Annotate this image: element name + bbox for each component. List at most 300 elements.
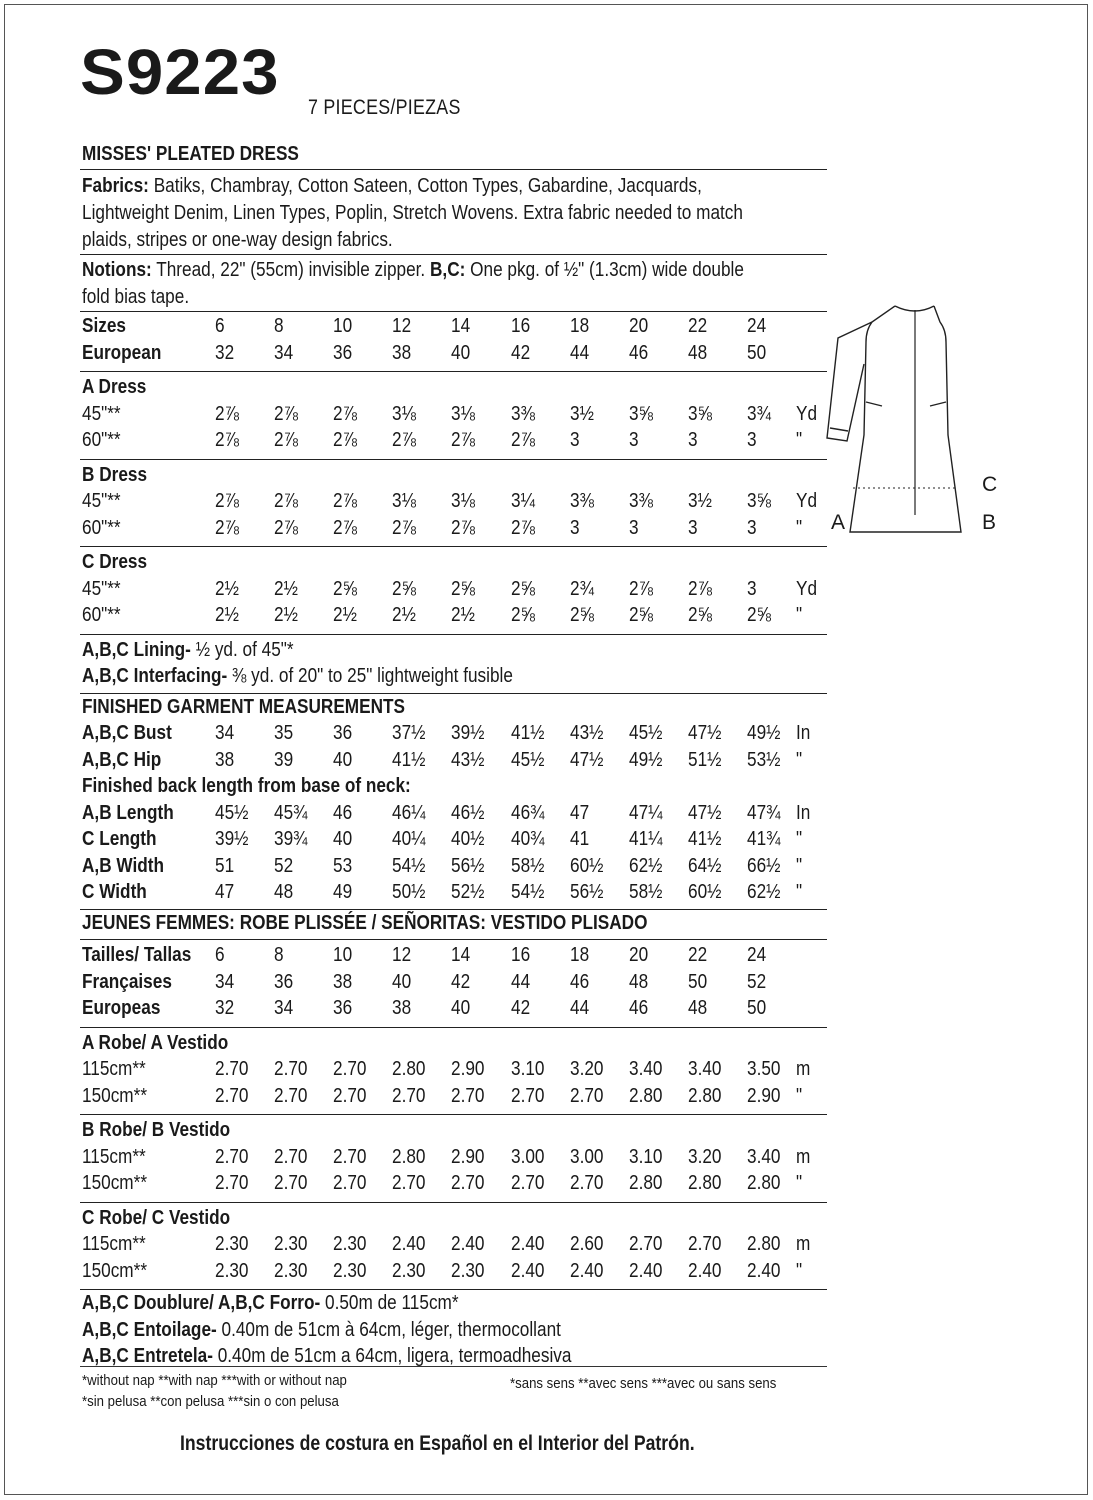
- table-cell: 2.80: [688, 1172, 722, 1194]
- view-heading: C Dress: [82, 551, 148, 573]
- table-cell: 2⅞: [511, 516, 535, 539]
- divider: [80, 371, 827, 372]
- table-cell: 62½: [629, 854, 663, 877]
- table-cell: 3.10: [629, 1145, 663, 1168]
- table-cell: 14: [451, 944, 471, 966]
- table-cell: 45¾: [274, 801, 308, 824]
- table-cell: 41½: [392, 748, 426, 771]
- footnote-french: *sans sens **avec sens ***avec ou sans sens: [510, 1375, 777, 1392]
- table-cell: 2½: [215, 577, 239, 600]
- divider: [80, 1114, 827, 1115]
- divider: [80, 311, 827, 312]
- table-cell: 2⅞: [333, 516, 357, 539]
- table-cell: 40: [333, 748, 353, 771]
- table-cell: 22: [688, 944, 708, 966]
- unit-label: ": [796, 854, 803, 877]
- table-cell: 51½: [688, 748, 722, 771]
- footnote-spanish: *sin pelusa **con pelusa ***sin o con pelusa: [82, 1393, 339, 1410]
- measurement-row: [82, 855, 822, 879]
- metric-sizes-row: [82, 944, 822, 968]
- unit-label: m: [796, 1233, 811, 1255]
- table-cell: 40: [333, 828, 353, 850]
- spanish-title: JEUNES FEMMES: ROBE PLISSÉE / SEÑORITAS: VESTIDO PLISADO: [82, 911, 648, 934]
- divider: [80, 1289, 827, 1290]
- table-cell: 2.70: [333, 1058, 367, 1080]
- table-cell: 50½: [392, 881, 426, 903]
- table-cell: 40½: [451, 828, 485, 850]
- metric-sizes-row: [82, 997, 822, 1021]
- table-cell: 40: [451, 341, 471, 364]
- table-cell: 46½: [451, 801, 485, 824]
- table-cell: 46¾: [511, 801, 545, 824]
- divider: [80, 634, 827, 635]
- view-b-label: B: [982, 511, 997, 534]
- divider: [80, 546, 827, 547]
- table-cell: 2½: [274, 577, 298, 600]
- yardage-row: [82, 578, 822, 602]
- table-cell: 48: [688, 997, 708, 1019]
- table-cell: 24: [747, 315, 767, 337]
- fabrics-label: Fabrics:: [82, 175, 149, 197]
- table-cell: 2.40: [747, 1259, 781, 1282]
- table-cell: 62½: [747, 881, 781, 903]
- table-cell: 2⅝: [747, 604, 771, 626]
- table-cell: 37½: [392, 722, 426, 744]
- table-cell: 3⅜: [511, 402, 535, 425]
- table-cell: 40¼: [392, 828, 426, 850]
- table-cell: 2.80: [392, 1145, 426, 1168]
- table-cell: 2.70: [392, 1084, 426, 1107]
- table-cell: 3.40: [629, 1058, 663, 1080]
- table-cell: 38: [392, 997, 412, 1019]
- table-cell: 2⅞: [629, 577, 653, 600]
- table-cell: 36: [333, 341, 353, 364]
- row-label: 150cm**: [82, 1172, 148, 1194]
- table-cell: 2.70: [215, 1172, 249, 1194]
- table-cell: 2½: [451, 604, 475, 626]
- table-cell: 2⅞: [511, 429, 535, 451]
- table-cell: 2⅞: [274, 402, 298, 425]
- doublure-line: A,B,C Doublure/ A,B,C Forro- 0.50m de 115cm*: [82, 1292, 459, 1314]
- table-cell: 3.10: [511, 1058, 545, 1080]
- divider: [80, 254, 827, 255]
- table-cell: 2⅞: [333, 402, 357, 425]
- notions-line-1: Notions: Thread, 22" (55cm) invisible zipper. B,C: One pkg. of ½" (1.3cm) wide double: [82, 259, 744, 281]
- table-cell: 2⅞: [451, 429, 475, 451]
- pattern-number: S9223: [80, 36, 280, 108]
- table-cell: 52: [274, 854, 294, 877]
- table-cell: 10: [333, 315, 353, 337]
- table-cell: 50: [747, 341, 767, 364]
- table-cell: 3¼: [511, 490, 535, 512]
- row-label: 45"**: [82, 577, 121, 600]
- entoilage-line: A,B,C Entoilage- 0.40m de 51cm à 64cm, léger, thermocollant: [82, 1318, 561, 1341]
- table-cell: 56½: [570, 881, 604, 903]
- unit-label: Yd: [796, 577, 818, 600]
- table-cell: 3.20: [570, 1058, 604, 1080]
- table-cell: 44: [570, 997, 590, 1019]
- dress-outline-icon: [827, 306, 961, 532]
- table-cell: 46: [333, 801, 353, 824]
- view-a-label: A: [831, 511, 846, 534]
- yardage-row: [82, 1260, 822, 1284]
- table-cell: 2.70: [451, 1172, 485, 1194]
- row-label: C Width: [82, 881, 147, 903]
- measurement-row: [82, 881, 822, 905]
- table-cell: 39½: [451, 722, 485, 744]
- divider: [80, 693, 827, 694]
- table-cell: 3½: [688, 490, 712, 512]
- table-cell: 48: [274, 881, 294, 903]
- table-cell: 52½: [451, 881, 485, 903]
- row-label: 115cm**: [82, 1233, 146, 1255]
- unit-label: ": [796, 881, 803, 903]
- table-cell: 34: [215, 970, 235, 993]
- table-cell: 2⅞: [215, 490, 239, 512]
- yardage-row: [82, 403, 822, 427]
- table-cell: 47½: [688, 722, 722, 744]
- unit-label: m: [796, 1058, 811, 1080]
- table-cell: 39½: [215, 828, 249, 850]
- table-cell: 2⅝: [511, 604, 535, 626]
- row-label: A,B Length: [82, 801, 174, 824]
- table-cell: 2.30: [274, 1259, 308, 1282]
- table-cell: 3¾: [747, 402, 771, 425]
- table-cell: 41½: [688, 828, 722, 850]
- view-c-label: C: [982, 473, 998, 496]
- unit-label: ": [796, 429, 803, 451]
- yardage-row: [82, 1172, 822, 1196]
- table-cell: 3⅝: [629, 402, 653, 425]
- table-cell: 41½: [511, 722, 545, 744]
- table-cell: 2.80: [747, 1233, 781, 1255]
- divider: [80, 459, 827, 460]
- table-cell: 3.00: [570, 1145, 604, 1168]
- view-heading: C Robe/ C Vestido: [82, 1206, 231, 1229]
- row-label: Tailles/ Tallas: [82, 944, 192, 966]
- footnote-divider: [80, 1366, 827, 1367]
- table-cell: 2⅝: [333, 577, 357, 600]
- table-cell: 3: [747, 577, 757, 600]
- fabrics-text: Batiks, Chambray, Cotton Sateen, Cotton Types, Gabardine, Jacquards,: [148, 175, 702, 197]
- table-cell: 3: [747, 516, 757, 539]
- table-cell: 45½: [215, 801, 249, 824]
- table-cell: 39¾: [274, 828, 308, 850]
- table-cell: 2.70: [629, 1233, 663, 1255]
- measurements-heading: FINISHED GARMENT MEASUREMENTS: [82, 695, 405, 718]
- table-cell: 38: [392, 341, 412, 364]
- lining-line: A,B,C Lining- ½ yd. of 45"*: [82, 638, 294, 661]
- measurement-row: [82, 802, 822, 826]
- yardage-row: [82, 490, 822, 514]
- table-cell: 2⅝: [629, 604, 653, 626]
- table-cell: 2.40: [570, 1259, 604, 1282]
- table-cell: 16: [511, 315, 531, 337]
- table-cell: 53½: [747, 748, 781, 771]
- table-cell: 2⅞: [333, 490, 357, 512]
- table-cell: 58½: [511, 854, 545, 877]
- row-label: 60"**: [82, 429, 121, 451]
- table-cell: 2¾: [570, 577, 594, 600]
- row-label: Françaises: [82, 970, 172, 993]
- table-cell: 36: [274, 970, 294, 993]
- table-cell: 2⅞: [392, 429, 416, 451]
- table-cell: 3: [747, 429, 757, 451]
- table-cell: 2⅞: [333, 429, 357, 451]
- table-cell: 2⅞: [215, 516, 239, 539]
- yardage-row: [82, 1233, 822, 1257]
- table-cell: 60½: [570, 854, 604, 877]
- table-cell: 2.70: [392, 1172, 426, 1194]
- unit-label: ": [796, 1084, 803, 1107]
- row-label: 45"**: [82, 490, 121, 512]
- row-label: 60"**: [82, 516, 121, 539]
- table-cell: 35: [274, 722, 294, 744]
- table-cell: 2.90: [451, 1058, 485, 1080]
- unit-label: In: [796, 722, 811, 744]
- table-cell: 47: [215, 881, 235, 903]
- table-cell: 8: [274, 315, 284, 337]
- table-cell: 2.70: [215, 1084, 249, 1107]
- table-cell: 2.70: [570, 1084, 604, 1107]
- divider: [80, 1027, 827, 1028]
- footnote-english: *without nap **with nap ***with or without nap: [82, 1372, 347, 1389]
- table-cell: 2½: [274, 604, 298, 626]
- row-label: C Length: [82, 828, 157, 850]
- row-label: 150cm**: [82, 1259, 148, 1282]
- row-label: 115cm**: [82, 1145, 146, 1168]
- table-cell: 3: [688, 516, 698, 539]
- table-cell: 2⅞: [274, 490, 298, 512]
- yardage-row: [82, 429, 822, 453]
- table-cell: 3⅝: [747, 490, 771, 512]
- table-cell: 3: [629, 429, 639, 451]
- yardage-row: [82, 1058, 822, 1082]
- table-cell: 8: [274, 944, 284, 966]
- table-cell: 34: [274, 997, 294, 1019]
- table-cell: 46: [570, 970, 590, 993]
- table-cell: 3⅛: [451, 490, 475, 512]
- yardage-row: [82, 1146, 822, 1170]
- table-cell: 2.30: [215, 1233, 249, 1255]
- table-cell: 10: [333, 944, 353, 966]
- table-cell: 3: [629, 516, 639, 539]
- yardage-row: [82, 604, 822, 628]
- table-cell: 2⅝: [511, 577, 535, 600]
- view-heading: B Dress: [82, 463, 148, 486]
- unit-label: ": [796, 516, 803, 539]
- table-cell: 2.40: [392, 1233, 426, 1255]
- table-cell: 6: [215, 315, 225, 337]
- table-cell: 46: [629, 997, 649, 1019]
- table-cell: 20: [629, 944, 649, 966]
- unit-label: In: [796, 801, 811, 824]
- table-cell: 2.70: [274, 1172, 308, 1194]
- table-cell: 42: [511, 997, 531, 1019]
- view-heading: B Robe/ B Vestido: [82, 1119, 231, 1141]
- table-cell: 2.40: [511, 1259, 545, 1282]
- table-cell: 41: [570, 828, 590, 850]
- row-label: European: [82, 341, 162, 364]
- table-cell: 3⅜: [629, 490, 653, 512]
- fabrics-line-1: [82, 175, 702, 198]
- unit-label: m: [796, 1145, 811, 1168]
- table-cell: 32: [215, 997, 235, 1019]
- table-cell: 2.80: [688, 1084, 722, 1107]
- table-cell: 60½: [688, 881, 722, 903]
- table-cell: 66½: [747, 854, 781, 877]
- table-cell: 42: [511, 341, 531, 364]
- table-cell: 2½: [215, 604, 239, 626]
- divider: [80, 169, 827, 170]
- divider: [80, 909, 827, 910]
- table-cell: 54½: [392, 854, 426, 877]
- measurement-row: [82, 722, 822, 746]
- row-label: A,B Width: [82, 854, 165, 877]
- row-label: Europeas: [82, 997, 161, 1019]
- table-cell: 42: [451, 970, 471, 993]
- table-cell: 47½: [570, 748, 604, 771]
- table-cell: 32: [215, 341, 235, 364]
- table-cell: 2.80: [629, 1172, 663, 1194]
- table-cell: 12: [392, 944, 412, 966]
- table-cell: 47½: [688, 801, 722, 824]
- table-cell: 2.70: [274, 1058, 308, 1080]
- table-cell: 2⅝: [688, 604, 712, 626]
- table-cell: 3: [570, 429, 580, 451]
- unit-label: Yd: [796, 402, 818, 425]
- table-cell: 3.40: [747, 1145, 781, 1168]
- entretela-line: A,B,C Entretela- 0.40m de 51cm a 64cm, ligera, termoadhesiva: [82, 1345, 572, 1367]
- table-cell: 2⅞: [215, 402, 239, 425]
- table-cell: 2.70: [215, 1145, 249, 1168]
- table-cell: 20: [629, 315, 649, 337]
- table-cell: 47¼: [629, 801, 663, 824]
- table-cell: 2.70: [333, 1084, 367, 1107]
- table-cell: 44: [570, 341, 590, 364]
- unit-label: ": [796, 1172, 803, 1194]
- table-cell: 2.30: [392, 1259, 426, 1282]
- yardage-row: [82, 517, 822, 541]
- table-cell: 2⅞: [392, 516, 416, 539]
- table-cell: 3⅛: [392, 490, 416, 512]
- unit-label: ": [796, 1259, 803, 1282]
- table-cell: 2.70: [451, 1084, 485, 1107]
- table-cell: 43½: [570, 722, 604, 744]
- table-cell: 64½: [688, 854, 722, 877]
- table-cell: 2.30: [274, 1233, 308, 1255]
- table-cell: 2⅞: [688, 577, 712, 600]
- table-cell: 36: [333, 722, 353, 744]
- table-cell: 38: [333, 970, 353, 993]
- table-cell: 46: [629, 341, 649, 364]
- european-sizes-row: [82, 342, 822, 366]
- table-cell: 2⅞: [451, 516, 475, 539]
- table-cell: 2.60: [570, 1233, 604, 1255]
- row-label: A,B,C Bust: [82, 722, 172, 744]
- table-cell: 49½: [629, 748, 663, 771]
- table-cell: 12: [392, 315, 412, 337]
- table-cell: 2½: [392, 604, 416, 626]
- divider: [80, 939, 827, 940]
- table-cell: 2.70: [570, 1172, 604, 1194]
- sizes-row: [82, 315, 822, 339]
- table-cell: 2.70: [511, 1172, 545, 1194]
- table-cell: 38: [215, 748, 235, 771]
- table-cell: 2½: [333, 604, 357, 626]
- table-cell: 18: [570, 315, 590, 337]
- unit-label: Yd: [796, 490, 818, 512]
- table-cell: 36: [333, 997, 353, 1019]
- table-cell: 3.00: [511, 1145, 545, 1168]
- row-label: A,B,C Hip: [82, 748, 162, 771]
- table-cell: 56½: [451, 854, 485, 877]
- table-cell: 3⅛: [392, 402, 416, 425]
- table-cell: 58½: [629, 881, 663, 903]
- table-cell: 48: [629, 970, 649, 993]
- table-cell: 34: [274, 341, 294, 364]
- table-cell: 2.80: [392, 1058, 426, 1080]
- table-cell: 3⅛: [451, 402, 475, 425]
- view-heading: A Robe/ A Vestido: [82, 1031, 229, 1054]
- row-label: 60"**: [82, 604, 121, 626]
- table-cell: 2.80: [629, 1084, 663, 1107]
- table-cell: 6: [215, 944, 225, 966]
- table-cell: 49½: [747, 722, 781, 744]
- interfacing-line: A,B,C Interfacing- ⅜ yd. of 20" to 25" lightweight fusible: [82, 665, 513, 687]
- table-cell: 2.40: [688, 1259, 722, 1282]
- table-cell: 2.70: [511, 1084, 545, 1107]
- notions-line-2: fold bias tape.: [82, 286, 190, 308]
- table-cell: 2.70: [333, 1172, 367, 1194]
- view-heading: A Dress: [82, 376, 147, 398]
- table-cell: 2.30: [333, 1259, 367, 1282]
- fabrics-line-3: plaids, stripes or one-way design fabrics.: [82, 229, 393, 251]
- table-cell: 24: [747, 944, 767, 966]
- table-cell: 2.30: [215, 1259, 249, 1282]
- table-cell: 3: [688, 429, 698, 451]
- table-cell: 50: [688, 970, 708, 993]
- table-cell: 40¾: [511, 828, 545, 850]
- table-cell: 2.40: [511, 1233, 545, 1255]
- table-cell: 2.70: [215, 1058, 249, 1080]
- table-cell: 22: [688, 315, 708, 337]
- table-cell: 49: [333, 881, 353, 903]
- table-cell: 41¼: [629, 828, 663, 850]
- table-cell: 2⅞: [274, 429, 298, 451]
- table-cell: 44: [511, 970, 531, 993]
- table-cell: 54½: [511, 881, 545, 903]
- table-cell: 3: [570, 516, 580, 539]
- table-cell: 34: [215, 722, 235, 744]
- table-cell: 52: [747, 970, 767, 993]
- table-cell: 41¾: [747, 828, 781, 850]
- pieces-count: 7 PIECES/PIEZAS: [308, 96, 461, 119]
- row-label: 45"**: [82, 402, 121, 425]
- table-cell: 45½: [629, 722, 663, 744]
- unit-label: ": [796, 748, 803, 771]
- table-cell: 2⅝: [392, 577, 416, 600]
- yardage-row: [82, 1085, 822, 1109]
- table-cell: 2.90: [451, 1145, 485, 1168]
- table-cell: 39: [274, 748, 294, 771]
- row-label: Sizes: [82, 315, 126, 337]
- table-cell: 2.40: [629, 1259, 663, 1282]
- table-cell: 2.70: [274, 1084, 308, 1107]
- table-cell: 3.40: [688, 1058, 722, 1080]
- table-cell: 40: [451, 997, 471, 1019]
- dress-title: MISSES' PLEATED DRESS: [82, 143, 299, 165]
